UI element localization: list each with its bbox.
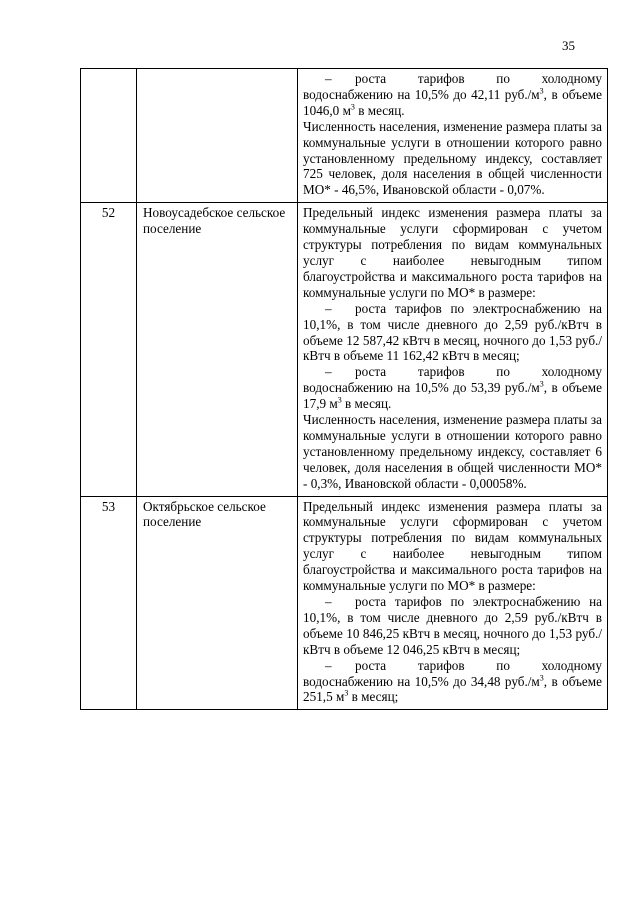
- row-number-cell: [81, 69, 137, 203]
- paragraph-text: Предельный индекс изменения размера платы за коммунальные услуги сформирован с учетом структуры потребления по видам коммунальных услуг с наиболее невыгодным типом благоустройства и максимального роста тарифов на коммунальные услуги по МО* в размере:: [303, 205, 602, 300]
- row-number: 53: [101, 498, 116, 514]
- bullet-paragraph: [303, 594, 602, 658]
- settlement-name-cell: [137, 203, 298, 496]
- settlement-name-cell: [137, 496, 298, 710]
- tariff-table: [80, 68, 608, 710]
- paragraph-text: в месяц.: [354, 102, 405, 118]
- paragraph-text: роста тарифов по электроснабжению на 10,1%, в том числе дневного до 2,59 руб./кВтч в объеме 10 846,25 кВтч в месяц, ночного до 1,53 руб./кВтч в объеме 12 046,25 кВтч в месяц;: [303, 594, 602, 657]
- page-number: 35: [562, 38, 575, 53]
- paragraph-text: в месяц.: [341, 396, 392, 412]
- paragraph-text: , в объеме 17,9 м: [303, 380, 602, 412]
- description-cell: [298, 69, 608, 203]
- text-paragraph: [303, 412, 602, 492]
- bullet-dash: –: [325, 300, 332, 316]
- superscript: 3: [337, 395, 342, 405]
- paragraph-text: в месяц;: [348, 689, 399, 705]
- text-paragraph: [303, 499, 602, 594]
- settlement-name: [137, 69, 297, 71]
- table-row: [81, 496, 608, 710]
- settlement-name: Октябрьское сельское поселение: [143, 498, 266, 530]
- bullet-dash: –: [325, 71, 332, 86]
- paragraph-text: роста тарифов по холодному водоснабжению на 10,5% до 42,11 руб./м: [303, 71, 602, 102]
- paragraph-text: роста тарифов по электроснабжению на 10,1%, в том числе дневного до 2,59 руб./кВтч в объеме 12 587,42 кВтч в месяц, ночного до 1,53 руб./кВтч в объеме 11 162,42 кВтч в месяц;: [303, 300, 602, 364]
- settlement-name-cell: [137, 69, 298, 203]
- superscript: 3: [350, 102, 355, 112]
- bullet-dash: –: [325, 594, 332, 609]
- paragraph-text: , в объеме 1046,0 м: [303, 86, 603, 118]
- settlement-name: Новоусадебское сельское поселение: [143, 205, 286, 237]
- row-number-cell: [81, 203, 137, 496]
- bullet-dash: –: [325, 364, 332, 380]
- bullet-paragraph: [303, 658, 602, 706]
- superscript: 3: [539, 379, 544, 389]
- text-paragraph: [303, 119, 602, 199]
- bullet-dash: –: [325, 657, 332, 673]
- paragraph-text: роста тарифов по холодному водоснабжению на 10,5% до 34,48 руб./м: [303, 657, 602, 689]
- text-paragraph: [303, 205, 602, 300]
- description-cell: [298, 496, 608, 710]
- bullet-paragraph: [303, 71, 602, 119]
- paragraph-text: , в объеме 251,5 м: [303, 673, 602, 705]
- paragraph-text: Численность населения, изменение размера платы за коммунальные услуги в отношении которого равно установленному предельному индексу, составляет 6 человек, доля населения в общей численности МО* - 0,3%, Ивановской области - 0,00058%.: [303, 412, 602, 491]
- row-number: 52: [101, 205, 116, 221]
- bullet-paragraph: [303, 301, 602, 365]
- paragraph-text: Предельный индекс изменения размера платы за коммунальные услуги сформирован с учетом структуры потребления по видам коммунальных услуг с наиболее невыгодным типом благоустройства и максимального роста тарифов на коммунальные услуги по МО* в размере:: [303, 498, 602, 594]
- table-row: [81, 203, 608, 496]
- bullet-paragraph: [303, 364, 602, 412]
- row-number-cell: [81, 496, 137, 710]
- superscript: 3: [344, 689, 349, 699]
- superscript: 3: [539, 673, 544, 683]
- table-row: [81, 69, 608, 203]
- paragraph-text: Численность населения, изменение размера платы за коммунальные услуги в отношении которого равно установленному предельному индексу, составляет 725 человек, доля населения в общей численности МО* - 46,5%, Ивановской области - 0,07%.: [303, 118, 602, 198]
- paragraph-text: роста тарифов по холодному водоснабжению на 10,5% до 53,39 руб./м: [303, 364, 602, 396]
- row-number: [81, 69, 136, 71]
- description-cell: [298, 203, 608, 496]
- superscript: 3: [539, 86, 544, 96]
